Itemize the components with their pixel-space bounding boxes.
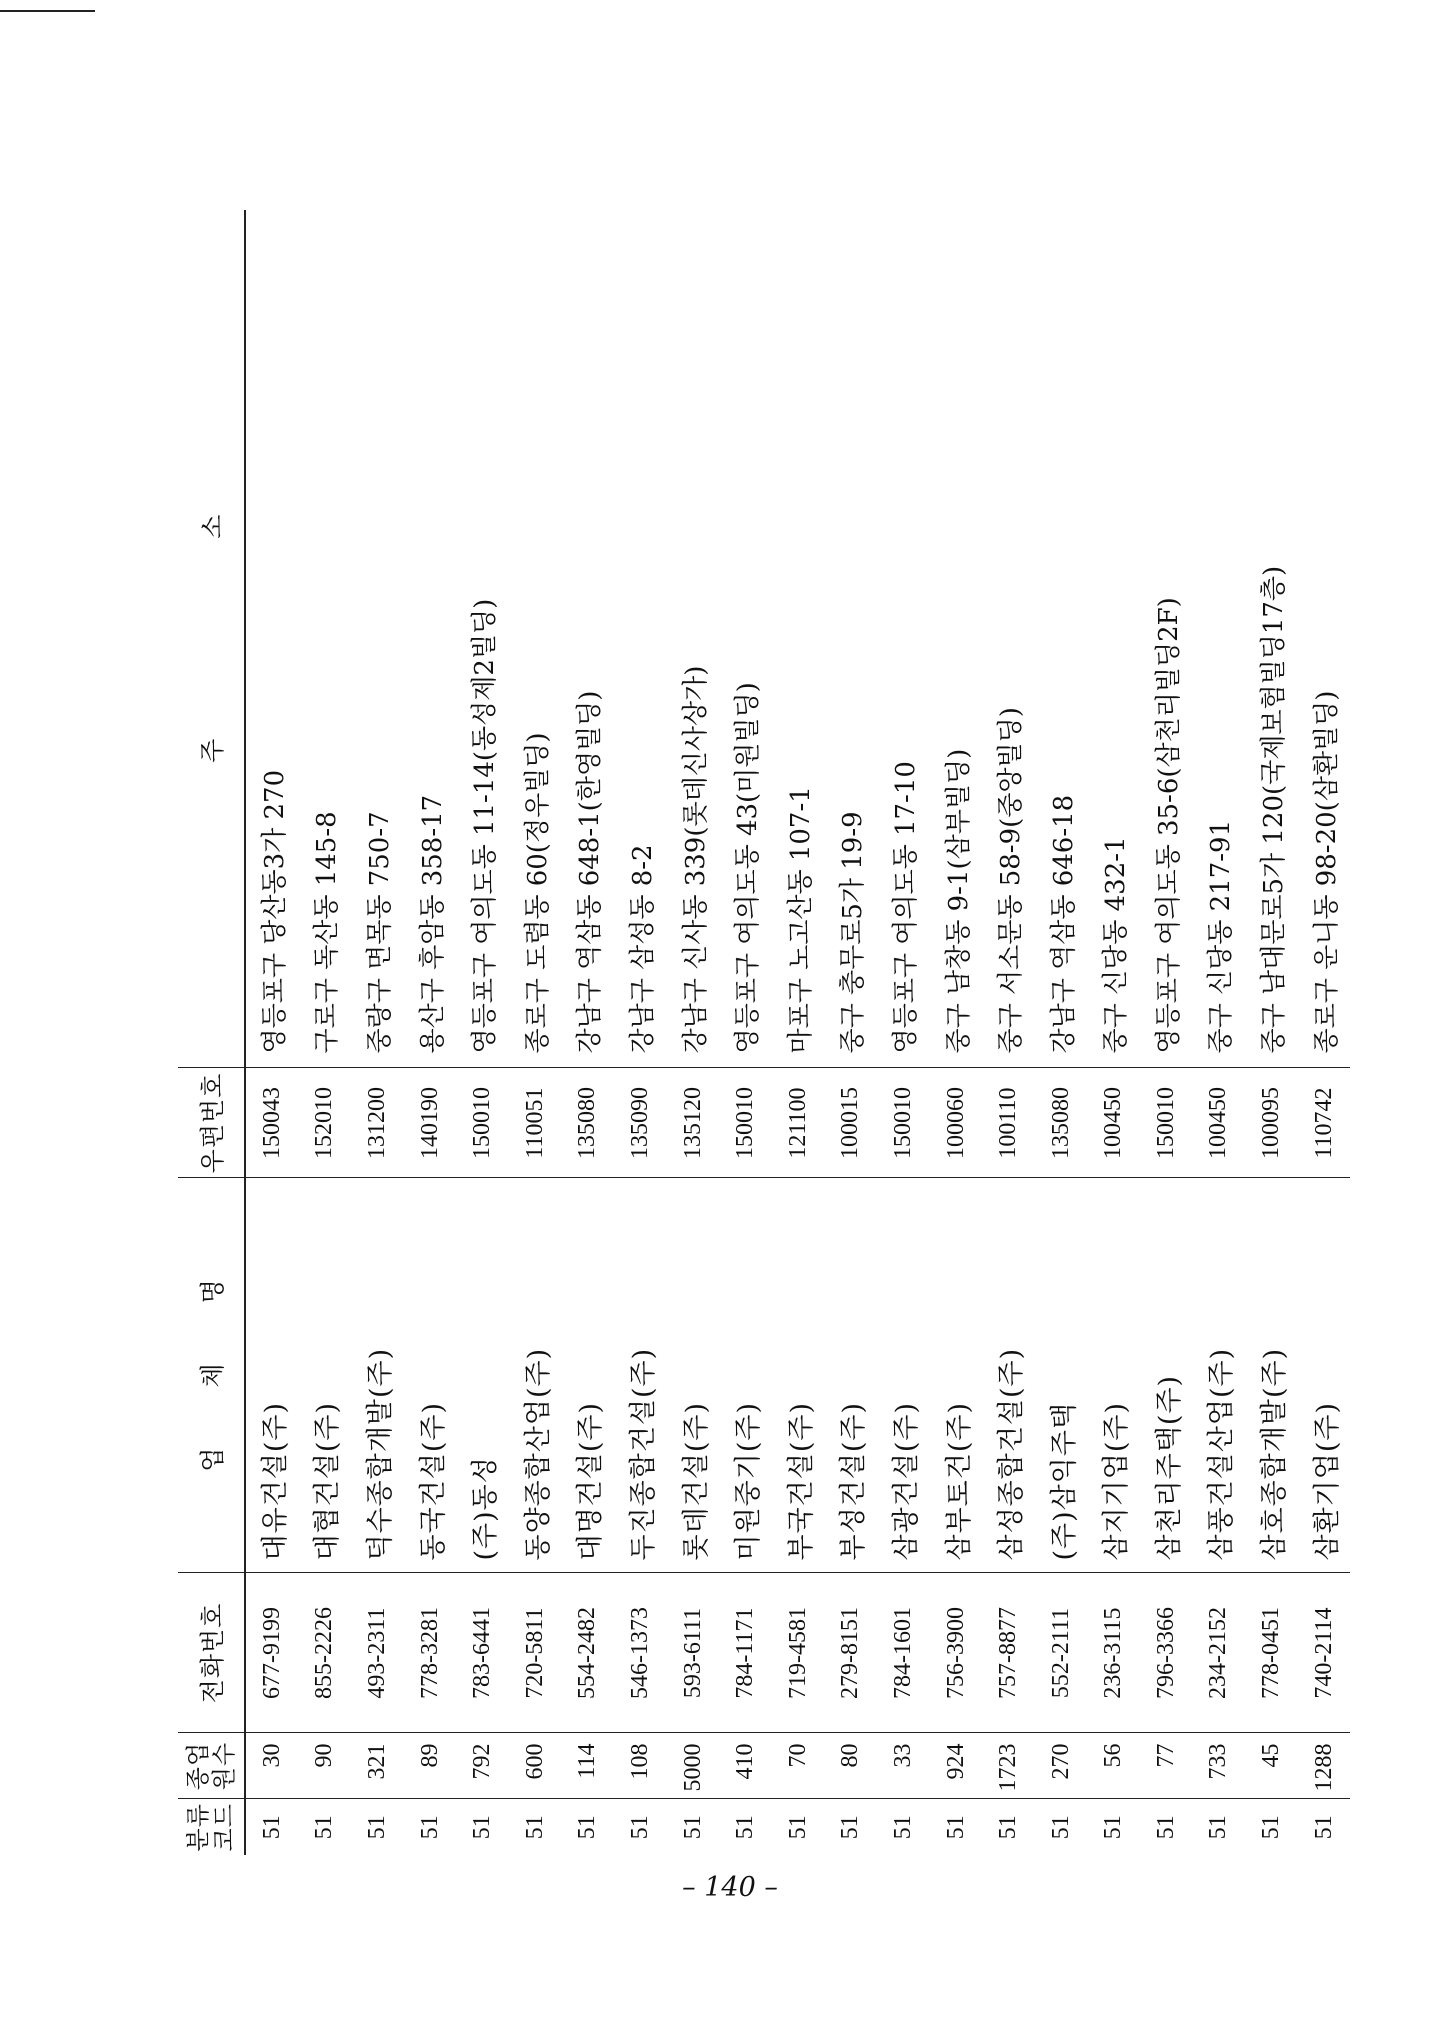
address-cell: 종로구 도렴동 60(정우빌딩) — [522, 732, 553, 1054]
table-row — [772, 210, 825, 1855]
employee-count-cell: 56 — [1088, 1733, 1141, 1799]
phone-cell: 740-2114 — [1298, 1573, 1351, 1733]
phone-cell: 757-8877 — [982, 1573, 1035, 1733]
table-row — [245, 210, 299, 1855]
address-cell: 중구 신당동 432-1 — [1101, 836, 1132, 1054]
table-row — [614, 210, 667, 1855]
corner-rule — [0, 10, 95, 12]
zip-code-cell: 110051 — [509, 1068, 562, 1178]
zip-code-cell: 100450 — [1088, 1068, 1141, 1178]
company-name-cell: 동국건설(주) — [404, 1178, 457, 1573]
zip-code-cell: 150010 — [456, 1068, 509, 1178]
table-row — [299, 210, 352, 1855]
phone-cell: 234-2152 — [1193, 1573, 1246, 1733]
zip-code-cell: 131200 — [351, 1068, 404, 1178]
company-name-cell: 삼풍건설산업(주) — [1193, 1178, 1246, 1573]
header-employees: 종업 원수 — [178, 1733, 245, 1799]
table-row — [1245, 210, 1298, 1855]
table-body — [245, 210, 1350, 1855]
table-row — [877, 210, 930, 1855]
address-cell: 중구 충무로5가 19-9 — [838, 811, 869, 1054]
address-cell: 강남구 역삼동 646-18 — [1048, 794, 1079, 1054]
phone-cell: 546-1373 — [614, 1573, 667, 1733]
zip-code-cell: 100450 — [1193, 1068, 1246, 1178]
category-code-cell: 51 — [509, 1799, 562, 1855]
company-name-cell: 미원중기(주) — [719, 1178, 772, 1573]
phone-cell: 778-0451 — [1245, 1573, 1298, 1733]
company-name-cell: 덕수종합개발(주) — [351, 1178, 404, 1573]
employee-count-cell: 321 — [351, 1733, 404, 1799]
phone-cell: 784-1171 — [719, 1573, 772, 1733]
company-name-cell: 부국건설(주) — [772, 1178, 825, 1573]
phone-cell: 279-8151 — [825, 1573, 878, 1733]
address-cell: 중구 남창동 9-1(삼부빌딩) — [943, 748, 974, 1054]
zip-code-cell: 121100 — [772, 1068, 825, 1178]
category-code-cell: 51 — [1298, 1799, 1351, 1855]
employee-count-cell: 410 — [719, 1733, 772, 1799]
employee-count-cell: 114 — [562, 1733, 615, 1799]
address-cell: 영등포구 여의도동 11-14(동성제2빌딩) — [470, 598, 501, 1054]
category-code-cell: 51 — [1245, 1799, 1298, 1855]
company-name-cell: 삼환기업(주) — [1298, 1178, 1351, 1573]
table-row — [351, 210, 404, 1855]
address-cell: 마포구 노고산동 107-1 — [785, 786, 816, 1054]
company-name-cell: 동양종합산업(주) — [509, 1178, 562, 1573]
address-cell: 중구 남대문로5가 120(국제보험빌딩17층) — [1259, 565, 1290, 1054]
category-code-cell: 51 — [299, 1799, 352, 1855]
address-cell: 용산구 후암동 358-17 — [417, 794, 448, 1054]
company-name-cell: 삼호종합개발(주) — [1245, 1178, 1298, 1573]
address-cell: 강남구 삼성동 8-2 — [627, 844, 658, 1054]
category-code-cell: 51 — [456, 1799, 509, 1855]
phone-cell: 554-2482 — [562, 1573, 615, 1733]
address-cell: 구로구 독산동 145-8 — [312, 811, 343, 1054]
category-code-cell: 51 — [667, 1799, 720, 1855]
employee-count-cell: 80 — [825, 1733, 878, 1799]
header-category-code: 분류 코드 — [178, 1799, 245, 1855]
employee-count-cell: 90 — [299, 1733, 352, 1799]
zip-code-cell: 140190 — [404, 1068, 457, 1178]
company-name-cell: 삼광건설(주) — [877, 1178, 930, 1573]
phone-cell: 719-4581 — [772, 1573, 825, 1733]
zip-code-cell: 135080 — [562, 1068, 615, 1178]
address-cell: 종로구 운니동 98-20(삼환빌딩) — [1311, 690, 1342, 1054]
company-name-cell: 대유건설(주) — [245, 1178, 299, 1573]
address-cell: 중구 신당동 217-91 — [1206, 819, 1237, 1054]
phone-cell: 784-1601 — [877, 1573, 930, 1733]
category-code-cell: 51 — [1193, 1799, 1246, 1855]
category-code-cell: 51 — [719, 1799, 772, 1855]
phone-cell: 756-3900 — [930, 1573, 983, 1733]
table-row — [825, 210, 878, 1855]
zip-code-cell: 110742 — [1298, 1068, 1351, 1178]
company-name-cell: (주)동성 — [456, 1178, 509, 1573]
phone-cell: 677-9199 — [245, 1573, 299, 1733]
company-name-cell: 롯데건설(주) — [667, 1178, 720, 1573]
company-name-cell: 삼천리주택(주) — [1140, 1178, 1193, 1573]
header-phone: 전화번호 — [178, 1573, 245, 1733]
company-name-cell: 삼성종합건설(주) — [982, 1178, 1035, 1573]
category-code-cell: 51 — [772, 1799, 825, 1855]
company-name-cell: 대협건설(주) — [299, 1178, 352, 1573]
table-row — [667, 210, 720, 1855]
phone-cell: 778-3281 — [404, 1573, 457, 1733]
phone-cell: 720-5811 — [509, 1573, 562, 1733]
phone-cell: 552-2111 — [1035, 1573, 1088, 1733]
page-number: – 140 – — [682, 1872, 778, 1903]
employee-count-cell: 30 — [245, 1733, 299, 1799]
table-row — [982, 210, 1035, 1855]
zip-code-cell: 100015 — [825, 1068, 878, 1178]
rotated-table-sheet — [178, 210, 1343, 1855]
table-row — [456, 210, 509, 1855]
category-code-cell: 51 — [825, 1799, 878, 1855]
employee-count-cell: 600 — [509, 1733, 562, 1799]
header-address: 주소 — [178, 210, 245, 1068]
employee-count-cell: 792 — [456, 1733, 509, 1799]
table-row — [1088, 210, 1141, 1855]
table-row — [562, 210, 615, 1855]
address-cell: 영등포구 여의도동 43(미원빌딩) — [733, 682, 764, 1054]
zip-code-cell: 152010 — [299, 1068, 352, 1178]
table-row — [404, 210, 457, 1855]
zip-code-cell: 150043 — [245, 1068, 299, 1178]
phone-cell: 796-3366 — [1140, 1573, 1193, 1733]
employee-count-cell: 733 — [1193, 1733, 1246, 1799]
category-code-cell: 51 — [877, 1799, 930, 1855]
employee-count-cell: 70 — [772, 1733, 825, 1799]
phone-cell: 236-3115 — [1088, 1573, 1141, 1733]
zip-code-cell: 100095 — [1245, 1068, 1298, 1178]
zip-code-cell: 100060 — [930, 1068, 983, 1178]
company-name-cell: (주)삼익주택 — [1035, 1178, 1088, 1573]
employee-count-cell: 89 — [404, 1733, 457, 1799]
employee-count-cell: 1288 — [1298, 1733, 1351, 1799]
phone-cell: 855-2226 — [299, 1573, 352, 1733]
category-code-cell: 51 — [351, 1799, 404, 1855]
category-code-cell: 51 — [982, 1799, 1035, 1855]
table-row — [1140, 210, 1193, 1855]
category-code-cell: 51 — [1140, 1799, 1193, 1855]
zip-code-cell: 135090 — [614, 1068, 667, 1178]
zip-code-cell: 135080 — [1035, 1068, 1088, 1178]
address-cell: 강남구 역삼동 648-1(한영빌딩) — [575, 690, 606, 1054]
company-directory-table — [178, 210, 1350, 1855]
category-code-cell: 51 — [614, 1799, 667, 1855]
table-row — [930, 210, 983, 1855]
company-name-cell: 두진종합건설(주) — [614, 1178, 667, 1573]
company-name-cell: 삼지기업(주) — [1088, 1178, 1141, 1573]
address-cell: 중랑구 면목동 750-7 — [364, 811, 395, 1054]
category-code-cell: 51 — [1088, 1799, 1141, 1855]
company-name-cell: 삼부토건(주) — [930, 1178, 983, 1573]
address-cell: 영등포구 여의도동 17-10 — [890, 761, 921, 1054]
address-cell: 영등포구 당산동3가 270 — [259, 769, 290, 1054]
category-code-cell: 51 — [930, 1799, 983, 1855]
zip-code-cell: 150010 — [719, 1068, 772, 1178]
category-code-cell: 51 — [562, 1799, 615, 1855]
category-code-cell: 51 — [245, 1799, 299, 1855]
company-name-cell: 대명건설(주) — [562, 1178, 615, 1573]
phone-cell: 783-6441 — [456, 1573, 509, 1733]
address-cell: 중구 서소문동 58-9(중앙빌딩) — [996, 707, 1027, 1054]
company-name-cell: 부성건설(주) — [825, 1178, 878, 1573]
zip-code-cell: 150010 — [1140, 1068, 1193, 1178]
zip-code-cell: 150010 — [877, 1068, 930, 1178]
header-company: 업체명 — [178, 1178, 245, 1573]
category-code-cell: 51 — [1035, 1799, 1088, 1855]
category-code-cell: 51 — [404, 1799, 457, 1855]
phone-cell: 493-2311 — [351, 1573, 404, 1733]
zip-code-cell: 100110 — [982, 1068, 1035, 1178]
employee-count-cell: 5000 — [667, 1733, 720, 1799]
table-row — [1035, 210, 1088, 1855]
address-cell: 영등포구 여의도동 35-6(삼천리빌딩2F) — [1153, 597, 1184, 1054]
phone-cell: 593-6111 — [667, 1573, 720, 1733]
employee-count-cell: 45 — [1245, 1733, 1298, 1799]
employee-count-cell: 270 — [1035, 1733, 1088, 1799]
employee-count-cell: 1723 — [982, 1733, 1035, 1799]
employee-count-cell: 77 — [1140, 1733, 1193, 1799]
employee-count-cell: 924 — [930, 1733, 983, 1799]
header-zip: 우편번호 — [178, 1068, 245, 1178]
table-header-row — [178, 210, 245, 1855]
table-row — [1193, 210, 1246, 1855]
table-row — [719, 210, 772, 1855]
address-cell: 강남구 신사동 339(롯데신사상가) — [680, 665, 711, 1054]
zip-code-cell: 135120 — [667, 1068, 720, 1178]
employee-count-cell: 33 — [877, 1733, 930, 1799]
employee-count-cell: 108 — [614, 1733, 667, 1799]
table-row — [509, 210, 562, 1855]
table-row — [1298, 210, 1351, 1855]
